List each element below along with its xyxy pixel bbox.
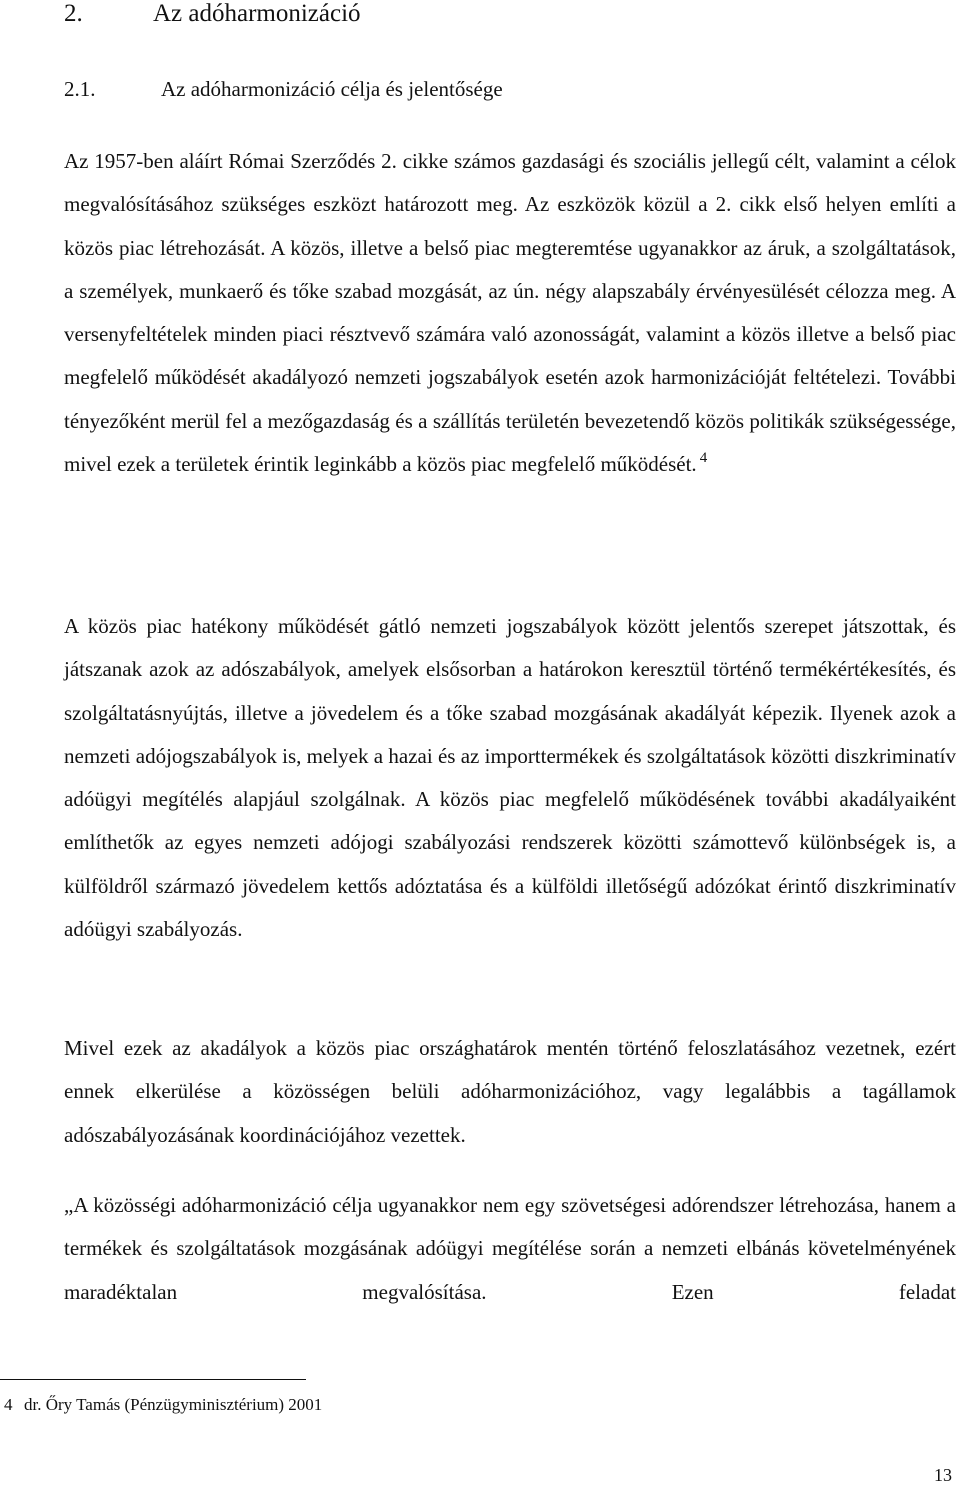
section-heading — [64, 71, 503, 107]
section-number: 2.1. — [64, 77, 96, 101]
footnote-separator — [0, 1379, 306, 1380]
chapter-title: Az adóharmonizáció — [153, 0, 361, 27]
footnote-number: 4 — [4, 1395, 13, 1414]
footnote-text: dr. Őry Tamás (Pénzügyminisztérium) 2001 — [24, 1395, 323, 1414]
quoted-paragraph: „A közösségi adóharmonizáció célja ugyanakkor nem egy szövetségesi adórendszer létrehozása, hanem a termékek és szolgáltatások mozgásának adóügyi megítélése során a nemzeti elbánás követelményének maradéktalan megvalósítása. Ezen feladat — [64, 1193, 956, 1304]
chapter-heading — [64, 0, 361, 32]
paragraph-text: Az 1957-ben aláírt Római Szerződés 2. cikke számos gazdasági és szociális jellegű célt, valamint a célok megvalósításához szükséges eszközt határozott meg. Az eszközök közül a 2. cikk első helyen említi a közös piac létrehozását. A közös, illetve a belső piac megteremtése ugyanakkor az áruk, a szolgáltatások, a személyek, munkaerő és tőke szabad mozgását, az ún. négy alapszabály érvényesülését célozza meg. A versenyfeltételek minden piaci résztvevő számára való azonosságát, valamint a közös illetve a belső piac megfelelő működését akadályozó nemzeti jogszabályok esetén azok harmonizációját feltételezi. További tényezőként merül fel a mezőgazdaság és a szállítás területén bevezetendő közös politikák szükségessége, mivel ezek a területek érintik leginkább a közös piac megfelelő működését. — [64, 149, 956, 477]
chapter-number: 2. — [64, 0, 83, 27]
body-paragraph: Mivel ezek az akadályok a közös piac országhatárok mentén történő feloszlatásához vezetnek, ezért ennek elkerülése a közösségen belüli adóharmonizációhoz, vagy legalábbis a tagállamok adószabályozásának koordinációjához vezettek. — [64, 1036, 956, 1147]
body-paragraph — [64, 140, 956, 486]
page-number: 13 — [934, 1465, 952, 1485]
body-paragraph: A közös piac hatékony működését gátló nemzeti jogszabályok között jelentős szerepet játszottak, és játszanak azok az adószabályok, amelyek elsősorban a határokon keresztül történő termékértékesítés, és szolgáltatásnyújtás, illetve a jövedelem és a tőke szabad mozgásának akadályát képezik. Ilyenek azok a nemzeti adójogszabályok is, melyek a hazai és az importtermékek és szolgáltatások közötti diszkriminatív adóügyi megítélés alapjául szolgálnak. A közös piac megfelelő működésének további akadályaiként említhetők az egyes nemzeti adójogi szabályozási rendszerek közötti számottevő különbségek is, a külföldről származó jövedelem kettős adóztatása és a külföldi illetőségű adózókat érintő diszkriminatív adóügyi szabályozás. — [64, 614, 956, 942]
footnote-reference[interactable]: 4 — [699, 450, 708, 467]
section-title: Az adóharmonizáció célja és jelentősége — [161, 77, 503, 101]
footnote — [4, 1394, 322, 1416]
